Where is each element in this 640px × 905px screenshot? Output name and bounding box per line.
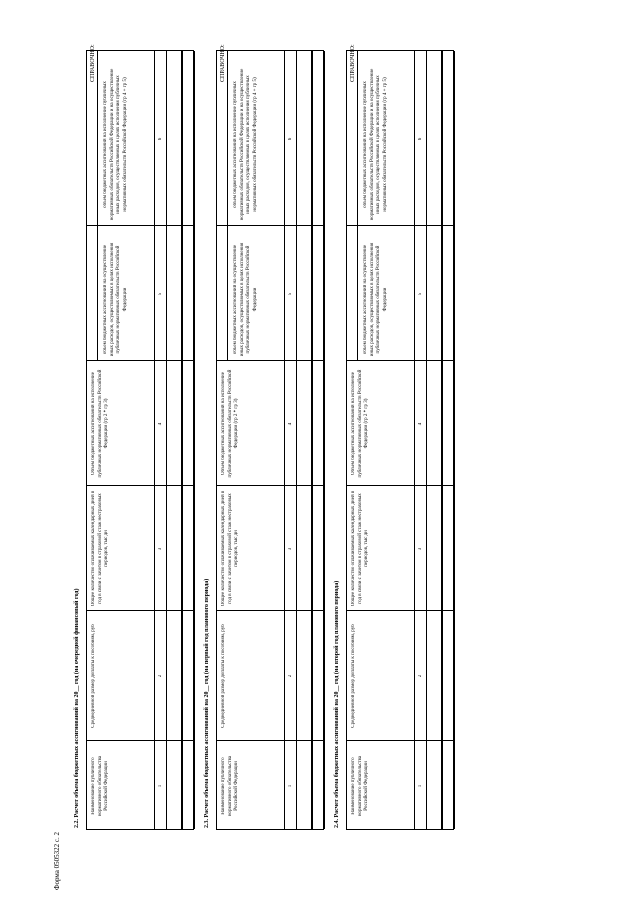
data-cell	[167, 361, 181, 486]
data-cell	[313, 361, 324, 486]
data-cell	[167, 611, 181, 741]
data-cell	[313, 51, 324, 226]
column-number-cell	[285, 361, 296, 486]
column-number-cell	[415, 611, 426, 741]
header-text: объем бюджетных ассигнований на осуществление иных расходов, осуществляемых в целях исполнения публичных нормативных обязательств Российской Федерации	[233, 242, 258, 357]
header-text: объем бюджетных ассигнований на осуществление иных расходов, осуществляемых в целях исполнения публичных нормативных обязательств Российской Федерации	[363, 242, 388, 357]
column-number-cell	[285, 486, 296, 611]
data-cell	[427, 226, 441, 361]
data-cell	[427, 611, 441, 741]
section-title: 2.4. Расчет объема бюджетных ассигнований на 20__ год (на второй год планового периода)	[334, 580, 340, 828]
header-text: Общее количество оплачиваемых календарных дней в год в связи с зачетом в страховой стаж нестраховых периодов, тыс дн	[351, 490, 369, 607]
data-cell	[313, 486, 324, 611]
data-row	[427, 51, 443, 829]
data-cell	[427, 361, 441, 486]
data-cell	[297, 226, 311, 361]
header-text: Объем бюджетных ассигнований на исполнение публичных нормативных обязательств Российской Федерации (гр 2 * гр 3)	[221, 369, 239, 478]
data-cell	[183, 486, 194, 611]
data-cell	[167, 486, 181, 611]
header-text: объем бюджетных ассигнований на исполнение публичных нормативных обязательств Российской Федерации и на осуществление иных расходов, осуществляемых в целях исполнения публичных нормативных обязательств Российской Федерации (гр 4 + гр 5)	[103, 68, 128, 221]
column-number: 1	[418, 784, 423, 788]
header-text: объем бюджетных ассигнований на исполнение публичных нормативных обязательств Российской Федерации и на осуществление иных расходов, осуществляемых в целях исполнения публичных нормативных обязательств Российской Федерации (гр 4 + гр 5)	[363, 68, 388, 221]
column-number-row	[285, 51, 297, 829]
section-2	[70, 10, 195, 830]
header-text: Объем бюджетных ассигнований на исполнение публичных нормативных обязательств Российской Федерации (гр 2 * гр 3)	[351, 369, 369, 478]
data-row	[167, 51, 183, 829]
header-text: Среднедневной размер доплаты к пособиям, руб	[351, 624, 356, 728]
data-cell	[297, 486, 311, 611]
header-text: Среднедневной размер доплаты к пособиям, руб	[221, 624, 226, 728]
sprav-label: СПРАВОЧНО:	[220, 44, 226, 82]
column-number: 2	[158, 674, 163, 678]
column-number-cell	[155, 611, 166, 741]
column-number-cell	[155, 51, 166, 226]
sprav-label: СПРАВОЧНО:	[90, 44, 96, 82]
section-3	[200, 10, 325, 830]
column-number: 6	[158, 137, 163, 140]
data-row	[313, 51, 325, 829]
section-4	[330, 10, 455, 830]
column-number: 3	[288, 547, 293, 550]
column-number-cell	[415, 51, 426, 226]
column-number-cell	[285, 741, 296, 831]
sprav-divider	[227, 51, 228, 361]
data-cell	[167, 226, 181, 361]
header-cell	[347, 611, 414, 741]
header-cell	[217, 486, 284, 611]
sprav-label: СПРАВОЧНО:	[350, 44, 356, 82]
sprav-divider	[357, 51, 358, 361]
header-cell	[87, 741, 154, 831]
data-cell	[427, 486, 441, 611]
column-number-row	[155, 51, 167, 829]
column-number: 1	[288, 784, 293, 788]
data-cell	[297, 741, 311, 831]
column-number: 5	[418, 292, 423, 295]
data-cell	[297, 611, 311, 741]
column-number-cell	[285, 226, 296, 361]
data-cell	[167, 51, 181, 226]
data-cell	[427, 741, 441, 831]
column-number: 3	[418, 547, 423, 550]
column-number-cell	[415, 741, 426, 831]
column-number-cell	[285, 51, 296, 226]
header-cell	[87, 486, 154, 611]
column-number: 5	[288, 292, 293, 295]
header-cell	[347, 361, 414, 486]
data-row	[443, 51, 455, 829]
column-number: 1	[158, 784, 163, 788]
column-number-cell	[415, 361, 426, 486]
data-cell	[443, 226, 454, 361]
data-cell	[443, 361, 454, 486]
data-cell	[183, 51, 194, 226]
data-cell	[443, 486, 454, 611]
header-text: объем бюджетных ассигнований на исполнение публичных нормативных обязательств Российской Федерации и на осуществление иных расходов, осуществляемых в целях исполнения публичных нормативных обязательств Российской Федерации (гр 4 + гр 5)	[233, 68, 258, 221]
column-number: 2	[288, 674, 293, 678]
data-cell	[427, 51, 441, 226]
form-code: Форма 0505322 с. 2	[53, 831, 61, 890]
column-number-row	[415, 51, 427, 829]
data-cell	[183, 741, 194, 831]
header-text: Объем бюджетных ассигнований на исполнение публичных нормативных обязательств Российской Федерации (гр 2 * гр 3)	[91, 369, 109, 478]
header-cell	[217, 611, 284, 741]
column-number-cell	[285, 611, 296, 741]
header-text: Среднедневной размер доплаты к пособиям, руб	[91, 624, 96, 728]
data-cell	[443, 611, 454, 741]
header-text: Наименование публичного нормативного обязательства Российской Федерации	[351, 755, 369, 817]
header-cell	[87, 361, 154, 486]
column-number-cell	[155, 361, 166, 486]
data-cell	[313, 741, 324, 831]
header-text: Общее количество оплачиваемых календарных дней в год в связи с зачетом в страховой стаж нестраховых периодов, тыс дн	[91, 490, 109, 607]
header-cell	[217, 741, 284, 831]
data-cell	[183, 611, 194, 741]
column-number-cell	[415, 486, 426, 611]
data-row	[297, 51, 313, 829]
header-cell	[347, 741, 414, 831]
column-number-cell	[155, 486, 166, 611]
column-number: 2	[418, 674, 423, 678]
column-number: 4	[418, 422, 423, 425]
section-title: 2.3. Расчет объема бюджетных ассигнований на 20__ год (на первый год планового периода)	[204, 578, 210, 828]
header-text: Наименование публичного нормативного обязательства Российской Федерации	[221, 755, 239, 817]
column-number-cell	[155, 741, 166, 831]
calculation-table	[346, 50, 454, 830]
column-number: 3	[158, 547, 163, 550]
data-cell	[297, 361, 311, 486]
section-title: 2.2. Расчет объема бюджетных ассигнований на 20__ год (на очередной финансовый год)	[74, 588, 80, 828]
calculation-table	[86, 50, 194, 830]
column-number: 4	[288, 422, 293, 425]
header-cell	[347, 486, 414, 611]
data-cell	[167, 741, 181, 831]
data-cell	[183, 361, 194, 486]
data-cell	[297, 51, 311, 226]
data-cell	[443, 51, 454, 226]
column-number: 5	[158, 292, 163, 295]
column-number-cell	[415, 226, 426, 361]
data-cell	[313, 226, 324, 361]
header-text: Общее количество оплачиваемых календарных дней в год в связи с зачетом в страховой стаж нестраховых периодов, тыс дн	[221, 490, 239, 607]
column-number: 4	[158, 422, 163, 425]
header-cell	[217, 361, 284, 486]
header-cell	[87, 611, 154, 741]
column-number: 6	[418, 137, 423, 140]
sprav-divider	[97, 51, 98, 361]
column-number-cell	[155, 226, 166, 361]
data-cell	[313, 611, 324, 741]
header-text: объем бюджетных ассигнований на осуществление иных расходов, осуществляемых в целях исполнения публичных нормативных обязательств Российской Федерации	[103, 242, 128, 357]
data-row	[183, 51, 195, 829]
header-text: Наименование публичного нормативного обязательства Российской Федерации	[91, 755, 109, 817]
column-number: 6	[288, 137, 293, 140]
data-cell	[443, 741, 454, 831]
data-cell	[183, 226, 194, 361]
calculation-table	[216, 50, 324, 830]
